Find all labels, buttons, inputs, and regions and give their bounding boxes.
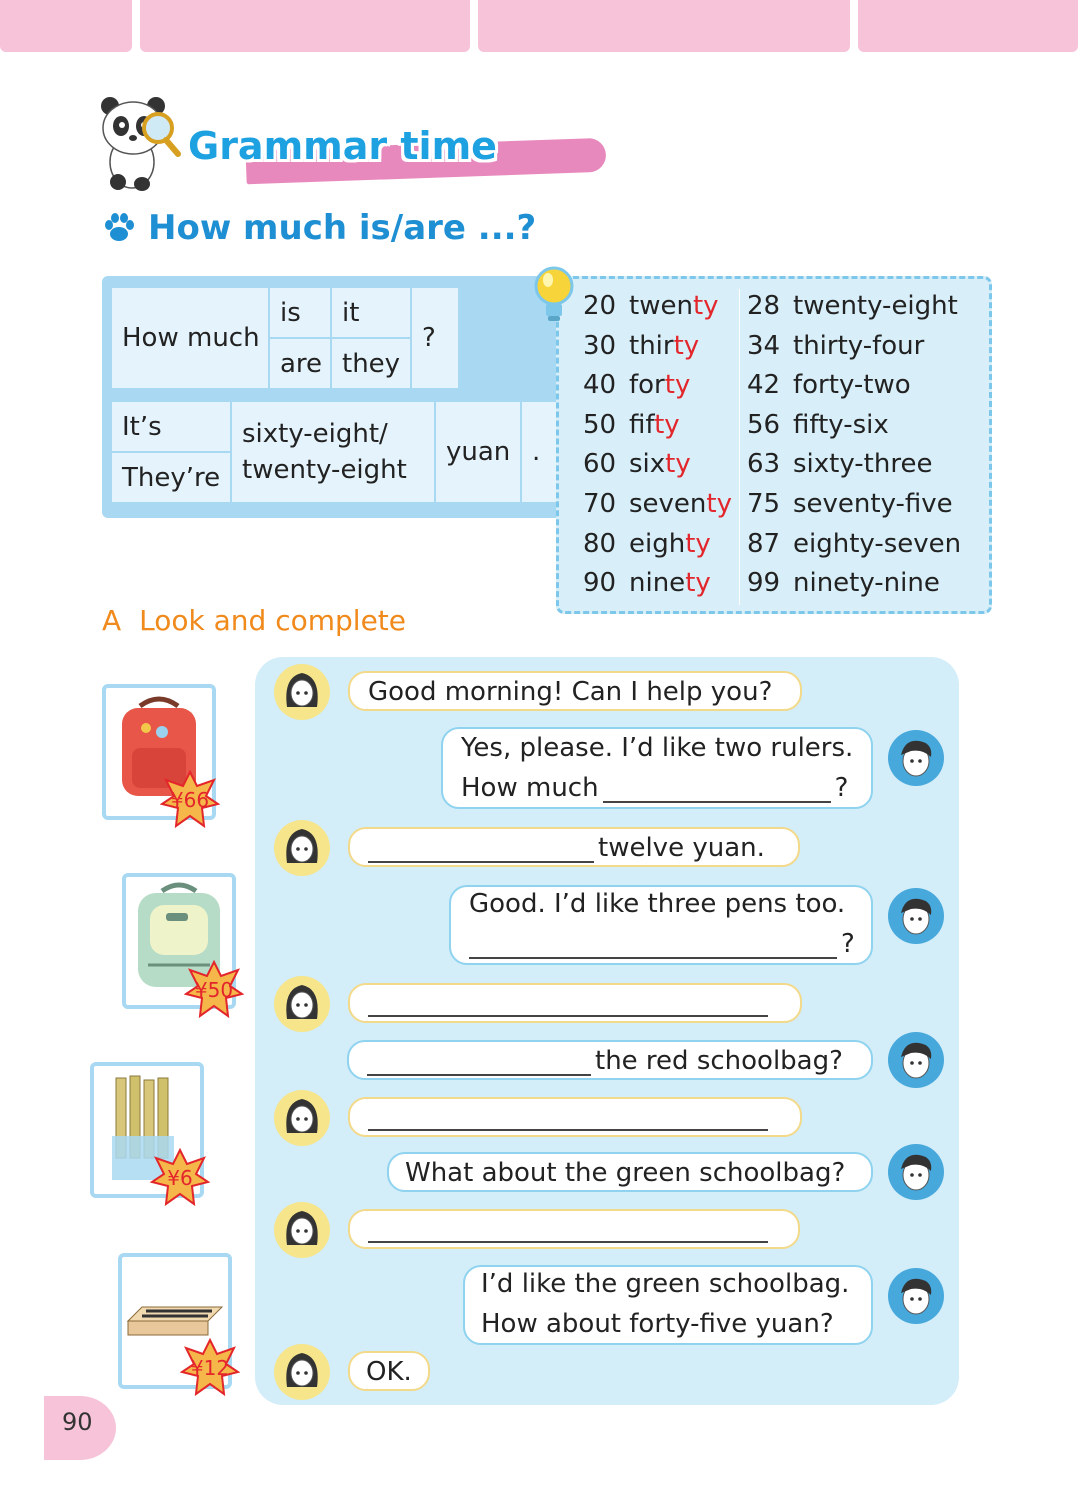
- speech-bubble-boy: [347, 1040, 873, 1080]
- dialog-line: twelve yuan.: [368, 833, 765, 863]
- boy-avatar: [887, 1267, 945, 1325]
- how-much-cell: How much: [112, 288, 268, 388]
- top-banner: [0, 0, 1078, 60]
- period-cell: .: [522, 402, 562, 502]
- tens-column: [583, 287, 732, 604]
- dialog-line: [368, 1215, 772, 1243]
- price-words-cell: [232, 402, 434, 502]
- tens-row: 80 eighty: [583, 528, 711, 559]
- they-cell: they: [332, 339, 410, 388]
- exercise-heading: [102, 604, 406, 637]
- answer-blank[interactable]: [368, 989, 768, 1017]
- exercise-label: Look and complete: [139, 604, 407, 637]
- tens-row: 20 twenty: [583, 291, 719, 321]
- tens-row: 60 sixty: [583, 449, 691, 480]
- compound-row: 28 twenty-eight: [747, 291, 958, 321]
- price-label: ¥6: [167, 1166, 193, 1190]
- dialog-line: Good. I’d like three pens too.: [469, 889, 846, 919]
- price-label: ¥66: [170, 788, 210, 812]
- page-number: 90: [62, 1408, 93, 1436]
- answer-blank[interactable]: [367, 1048, 591, 1076]
- compound-row: 34 thirty-four: [747, 330, 925, 361]
- tens-row: 30 thirty: [583, 330, 700, 361]
- compound-row: 56 fifty-six: [747, 409, 889, 440]
- compound-row: 63 sixty-three: [747, 449, 933, 480]
- speech-bubble-boy: [387, 1152, 873, 1192]
- yuan-cell: yuan: [436, 402, 520, 502]
- is-cell: is: [270, 288, 330, 337]
- speech-bubble-girl: [348, 983, 802, 1023]
- compound-row: 42 forty-two: [747, 370, 911, 401]
- girl-avatar: [273, 1201, 331, 1259]
- boy-avatar: [887, 729, 945, 787]
- dialog-line: I’d like the green schoolbag.: [481, 1269, 850, 1299]
- compound-column: [747, 287, 961, 604]
- its-cell: It’s: [112, 402, 230, 451]
- answer-blank[interactable]: [469, 931, 837, 959]
- exercise-letter: A: [102, 604, 122, 637]
- tens-row: 50 fifty: [583, 409, 680, 440]
- boy-avatar: [887, 1031, 945, 1089]
- dialog-line: OK.: [366, 1357, 412, 1387]
- question-mark-cell: ?: [412, 288, 458, 388]
- dialog-line: How much ?: [461, 773, 849, 803]
- dialog-line: How about forty-five yuan?: [481, 1309, 834, 1339]
- answer-blank[interactable]: [603, 775, 831, 803]
- dialog-line: [368, 989, 772, 1017]
- speech-bubble-girl: [348, 1097, 802, 1137]
- section-title: [96, 92, 516, 192]
- speech-bubble-boy: [463, 1265, 873, 1345]
- panda-magnifier-icon: [96, 92, 186, 192]
- girl-avatar: [273, 1089, 331, 1147]
- lightbulb-icon: [530, 264, 578, 328]
- speech-bubble-girl: [348, 1209, 800, 1249]
- girl-avatar: [273, 975, 331, 1033]
- paw-icon: [102, 211, 136, 245]
- speech-bubble-girl: [348, 1351, 430, 1391]
- grammar-heading: [102, 208, 536, 248]
- dialog-panel: [255, 657, 959, 1405]
- are-cell: are: [270, 339, 330, 388]
- grammar-table: [102, 276, 572, 518]
- speech-bubble-girl: [348, 671, 802, 711]
- tens-row: 70 seventy: [583, 488, 732, 519]
- page-title: Grammar time: [188, 124, 497, 168]
- girl-avatar: [273, 819, 331, 877]
- dialog-line: ?: [469, 929, 855, 959]
- dialog-line: [368, 1103, 772, 1131]
- it-cell: it: [332, 288, 410, 337]
- price-label: ¥50: [194, 978, 234, 1002]
- price-words-line2: twenty-eight: [242, 455, 407, 485]
- girl-avatar: [273, 663, 331, 721]
- answer-blank[interactable]: [368, 1103, 768, 1131]
- girl-avatar: [273, 1343, 331, 1401]
- speech-bubble-boy: [441, 727, 873, 809]
- compound-row: 75 seventy-five: [747, 488, 953, 519]
- dialog-line: Yes, please. I’d like two rulers.: [461, 733, 854, 763]
- answer-blank[interactable]: [368, 835, 594, 863]
- price-label: ¥12: [190, 1356, 230, 1380]
- dialog-line: What about the green schoolbag?: [405, 1158, 846, 1188]
- compound-row: 87 eighty-seven: [747, 528, 962, 559]
- boy-avatar: [887, 887, 945, 945]
- boy-avatar: [887, 1143, 945, 1201]
- heading-text: How much is/are ...?: [148, 208, 537, 248]
- dialog-line: Good morning! Can I help you?: [368, 677, 773, 707]
- theyre-cell: They’re: [112, 453, 230, 502]
- compound-row: 99 ninety-nine: [747, 568, 940, 599]
- dialog-line: the red schoolbag?: [367, 1046, 843, 1076]
- answer-blank[interactable]: [368, 1215, 768, 1243]
- speech-bubble-girl: [348, 827, 800, 867]
- tens-row: 90 ninety: [583, 568, 711, 599]
- tens-row: 40 forty: [583, 370, 691, 401]
- price-words-line1: sixty-eight/: [242, 419, 388, 449]
- numbers-box: [556, 276, 992, 614]
- speech-bubble-boy: [449, 885, 873, 965]
